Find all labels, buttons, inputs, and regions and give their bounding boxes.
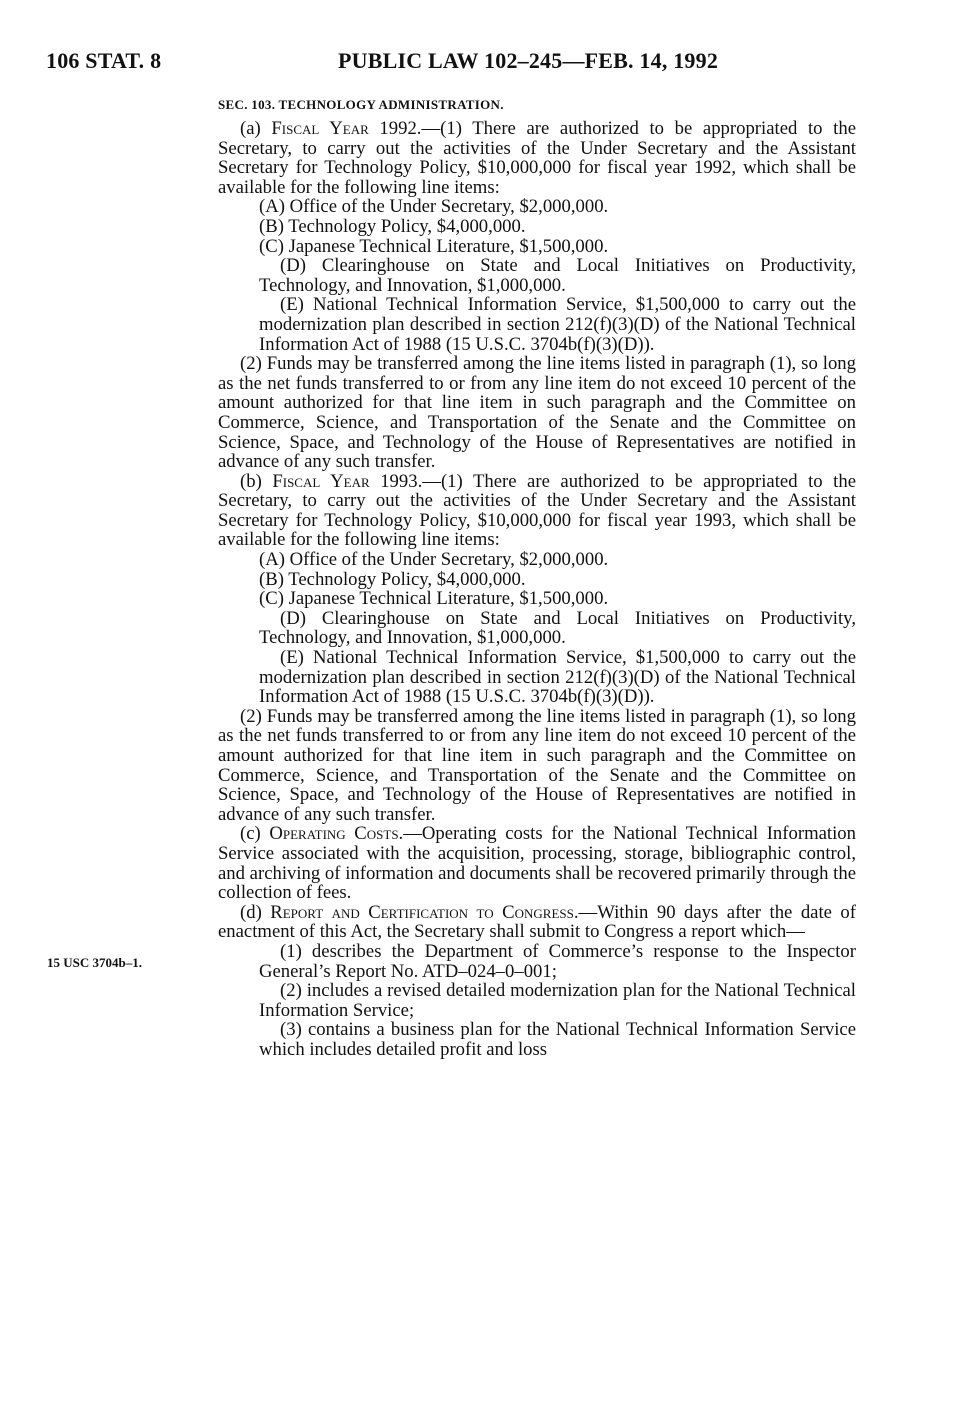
statute-page-number: 106 STAT. 8 [46, 48, 162, 73]
fy1993-paragraph-2: (2) Funds may be transferred among the line items listed in paragraph (1), so long as the net funds transferred to or from any line item do not exceed 10 percent of the amount authorized for that line item in such paragraph and the Committee on Commerce, Science, and Transportation of the Senate and the Committee on Science, Space, and Technology of the House of Representatives are notified in advance of any such transfer. [218, 705, 856, 825]
subsection-d-intro [218, 903, 856, 942]
subsection-b-text: —(1) There are authorized to be appropriated to the Secretary, to carry out the activities of the Under Secretary and the Assistant Secretary for Technology Policy, $10,000,000 for fiscal year 1993, which shall be available for the following line items: [218, 470, 856, 551]
fy1992-item-a: (A) Office of the Under Secretary, $2,000,000. [259, 196, 609, 218]
running-header: PUBLIC LAW 102–245—FEB. 14, 1992 [338, 48, 719, 73]
subsection-b-intro [218, 472, 856, 550]
fy1992-item-e: (E) National Technical Information Service, $1,500,000 to carry out the modernization plan described in section 212(f)(3)(D) of the National Technical Information Act of 1988 (15 U.S.C. 3704b(f)(3)(D)). [259, 294, 856, 355]
report-item-1: (1) describes the Department of Commerce’s response to the Inspector General’s Report No. ATD–024–0–001; [259, 940, 856, 982]
report-item-2: (2) includes a revised detailed modernization plan for the National Technical Information Service; [259, 980, 856, 1021]
subsection-a-label: (a) [240, 118, 272, 139]
report-item-3: (3) contains a business plan for the National Technical Information Service which includes detailed profit and loss [259, 1019, 856, 1060]
subsection-d-label: (d) [240, 901, 271, 923]
fy1993-item-c: (C) Japanese Technical Literature, $1,500,000. [259, 588, 609, 610]
subsection-d-text: —Within 90 days after the date of enactment of this Act, the Secretary shall submit to Congress a report which— [218, 901, 857, 943]
section-heading: SEC. 103. TECHNOLOGY ADMINISTRATION. [218, 97, 504, 112]
fy1993-item-a: (A) Office of the Under Secretary, $2,000,000. [259, 549, 609, 571]
subsection-c-text: —Operating costs for the National Technical Information Service associated with the acquisition, processing, storage, bibliographic control, and archiving of information and documents shall be recovered primarily through the collection of fees. [218, 823, 856, 904]
fy1992-item-d: (D) Clearinghouse on State and Local Initiatives on Productivity, Technology, and Innovation, $1,000,000. [259, 255, 856, 296]
fy1993-item-b: (B) Technology Policy, $4,000,000. [259, 568, 526, 590]
subsection-a-intro [218, 119, 856, 197]
subsection-a-caption: Fiscal Year 1992. [271, 118, 422, 139]
fy1993-item-e: (E) National Technical Information Service, $1,500,000 to carry out the modernization plan described in section 212(f)(3)(D) of the National Technical Information Act of 1988 (15 U.S.C. 3704b(f)(3)(D)). [259, 647, 856, 708]
subsection-b-label: (b) [240, 470, 273, 492]
fy1992-item-c: (C) Japanese Technical Literature, $1,500,000. [259, 235, 609, 257]
fy1992-item-b: (B) Technology Policy, $4,000,000. [259, 215, 526, 237]
subsection-c-caption: Operating Costs. [269, 823, 404, 845]
subsection-c [218, 824, 856, 902]
subsection-a-text: —(1) There are authorized to be appropriated to the Secretary, to carry out the activities of the Under Secretary and the Assistant Secretary for Technology Policy, $10,000,000 for fiscal year 1992, which shall be available for the following line items: [218, 118, 856, 198]
subsection-c-label: (c) [240, 823, 270, 845]
margin-citation: 15 USC 3704b–1. [47, 955, 142, 970]
fy1992-paragraph-2: (2) Funds may be transferred among the line items listed in paragraph (1), so long as the net funds transferred to or from any line item do not exceed 10 percent of the amount authorized for that line item in such paragraph and the Committee on Commerce, Science, and Transportation of the Senate and the Committee on Science, Space, and Technology of the House of Representatives are notified in advance of any such transfer. [218, 353, 856, 473]
subsection-b-caption: Fiscal Year 1993. [272, 470, 423, 492]
subsection-d-caption: Report and Certification to Congress. [270, 901, 579, 923]
fy1993-item-d: (D) Clearinghouse on State and Local Initiatives on Productivity, Technology, and Innovation, $1,000,000. [259, 607, 856, 649]
body-text [218, 96, 856, 1060]
